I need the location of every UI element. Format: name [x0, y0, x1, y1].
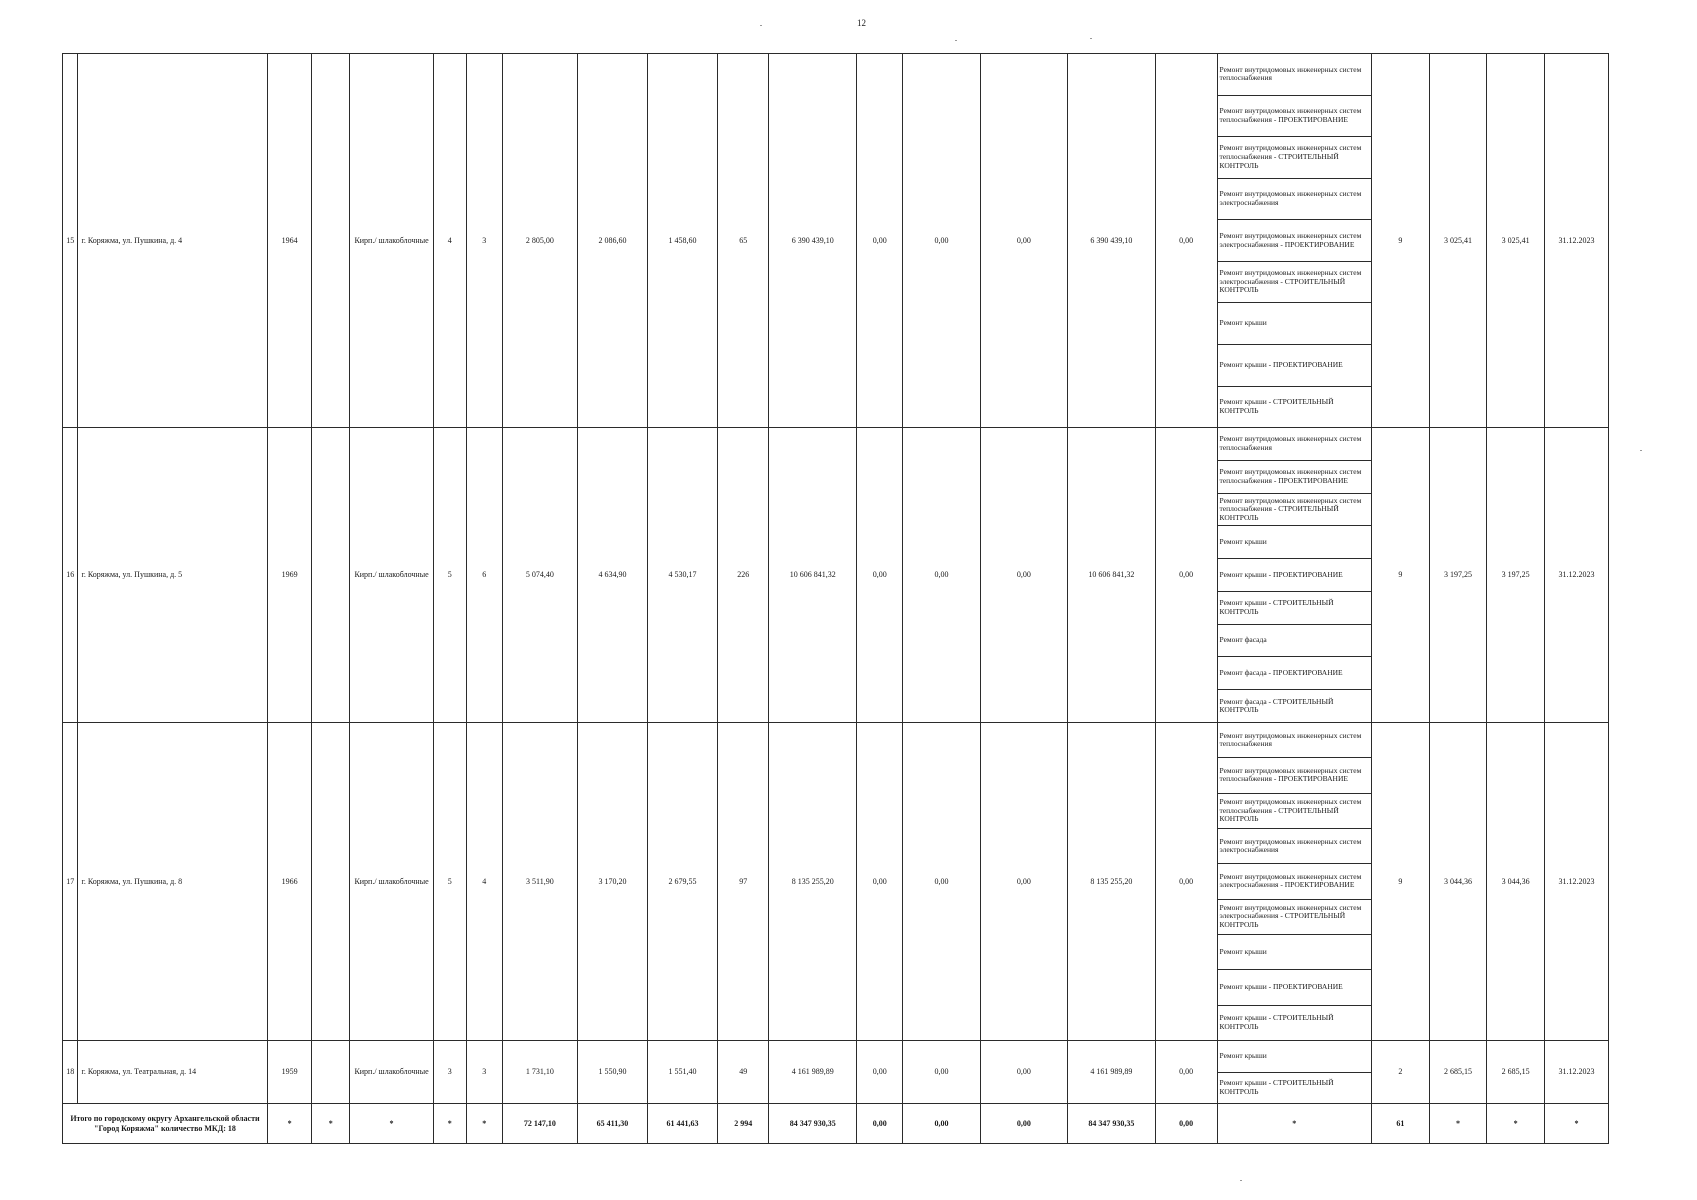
cell-floors: 5 — [433, 428, 466, 723]
cell-wall-material: Кирп./ шлакоблочные — [350, 1041, 433, 1104]
cell-row-number: 15 — [63, 54, 78, 428]
work-item: Ремонт крыши - СТРОИТЕЛЬНЫЙ КОНТРОЛЬ — [1219, 397, 1334, 415]
work-item: Ремонт внутридомовых инженерных систем теплоснабжения - СТРОИТЕЛЬНЫЙ КОНТРОЛЬ — [1218, 137, 1371, 179]
cell-row-number: 17 — [63, 723, 78, 1041]
cell-unit-cost-limit: 3 197,25 — [1487, 428, 1545, 723]
total-total-area: 72 147,10 — [502, 1104, 577, 1144]
cell-entrances: 3 — [466, 54, 502, 428]
total-entrances: * — [466, 1104, 502, 1144]
cell-works-count: 2 — [1371, 1041, 1429, 1104]
work-item: Ремонт внутридомовых инженерных систем теплоснабжения - ПРОЕКТИРОВАНИЕ — [1218, 758, 1371, 793]
cell-fund-owners: 10 606 841,32 — [1068, 428, 1156, 723]
cell-fund-regional: 0,00 — [903, 723, 980, 1041]
cell-residents: 65 — [718, 54, 769, 428]
cell-repair-cost-total: 6 390 439,10 — [769, 54, 857, 428]
total-fund-other: 0,00 — [1155, 1104, 1217, 1144]
cell-year-commission — [312, 428, 350, 723]
cell-fund-local: 0,00 — [980, 54, 1068, 428]
work-item: Ремонт внутридомовых инженерных систем теплоснабжения — [1218, 428, 1371, 461]
total-fund-owners: 84 347 930,35 — [1068, 1104, 1156, 1144]
cell-premises-area: 2 086,60 — [577, 54, 647, 428]
cell-floors: 5 — [433, 723, 466, 1041]
total-year-commission: * — [312, 1104, 350, 1144]
works-list — [1218, 723, 1371, 1040]
cell-wall-material: Кирп./ шлакоблочные — [350, 428, 433, 723]
table-body — [63, 54, 1609, 1144]
cell-entrances: 4 — [466, 723, 502, 1041]
cell-unit-cost-limit: 2 685,15 — [1487, 1041, 1545, 1104]
total-cost-total: 84 347 930,35 — [769, 1104, 857, 1144]
work-item: Ремонт внутридомовых инженерных систем электроснабжения - СТРОИТЕЛЬНЫЙ КОНТРОЛЬ — [1218, 900, 1371, 935]
cell-repair-cost-total: 4 161 989,89 — [769, 1041, 857, 1104]
total-fund-federal: 0,00 — [857, 1104, 903, 1144]
cell-fund-federal: 0,00 — [857, 54, 903, 428]
total-unit-cost: * — [1429, 1104, 1487, 1144]
cell-unit-cost: 3 197,25 — [1429, 428, 1487, 723]
cell-fund-owners: 4 161 989,89 — [1068, 1041, 1156, 1104]
work-item: Ремонт крыши — [1218, 935, 1371, 970]
cell-year-built: 1959 — [267, 1041, 311, 1104]
cell-wall-material: Кирп./ шлакоблочные — [350, 723, 433, 1041]
cell-fund-local: 0,00 — [980, 428, 1068, 723]
total-fund-regional: 0,00 — [903, 1104, 980, 1144]
work-item: Ремонт внутридомовых инженерных систем электроснабжения - СТРОИТЕЛЬНЫЙ КОНТРОЛЬ — [1218, 262, 1371, 304]
cell-fund-federal: 0,00 — [857, 1041, 903, 1104]
work-item: Ремонт фасада — [1218, 625, 1371, 658]
work-item: Ремонт внутридомовых инженерных систем теплоснабжения — [1218, 54, 1371, 96]
cell-premises-area: 3 170,20 — [577, 723, 647, 1041]
cell-fund-federal: 0,00 — [857, 723, 903, 1041]
cell-total-area: 3 511,90 — [502, 723, 577, 1041]
cell-row-number: 16 — [63, 428, 78, 723]
works-list — [1218, 428, 1371, 722]
work-item: Ремонт крыши - СТРОИТЕЛЬНЫЙ КОНТРОЛЬ — [1219, 1013, 1334, 1031]
work-item: Ремонт внутридомовых инженерных систем электроснабжения - ПРОЕКТИРОВАНИЕ — [1218, 864, 1371, 899]
work-item: Ремонт внутридомовых инженерных систем теплоснабжения - ПРОЕКТИРОВАНИЕ — [1218, 96, 1371, 138]
cell-living-area: 1 551,40 — [647, 1041, 717, 1104]
work-item: Ремонт фасада - СТРОИТЕЛЬНЫЙ КОНТРОЛЬ — [1219, 696, 1334, 715]
work-item: Ремонт внутридомовых инженерных систем теплоснабжения - СТРОИТЕЛЬНЫЙ КОНТРОЛЬ — [1218, 794, 1371, 829]
works-list — [1218, 54, 1371, 427]
work-item: Ремонт крыши - ПРОЕКТИРОВАНИЕ — [1218, 559, 1371, 592]
total-walls: * — [350, 1104, 433, 1144]
work-item: Ремонт крыши - ПРОЕКТИРОВАНИЕ — [1218, 345, 1371, 387]
scan-speck — [760, 25, 762, 26]
cell-wall-material: Кирп./ шлакоблочные — [350, 54, 433, 428]
cell-address: г. Коряжма, ул. Театральная, д. 14 — [78, 1041, 268, 1104]
cell-fund-federal: 0,00 — [857, 428, 903, 723]
cell-works-count: 9 — [1371, 723, 1429, 1041]
cell-unit-cost-limit: 3 025,41 — [1487, 54, 1545, 428]
cell-year-commission — [312, 1041, 350, 1104]
cell-works-count: 9 — [1371, 428, 1429, 723]
cell-total-area: 2 805,00 — [502, 54, 577, 428]
cell-entrances: 6 — [466, 428, 502, 723]
total-floors: * — [433, 1104, 466, 1144]
cell-residents: 226 — [718, 428, 769, 723]
housing-repair-table — [62, 53, 1609, 1144]
total-residents: 2 994 — [718, 1104, 769, 1144]
cell-premises-area: 1 550,90 — [577, 1041, 647, 1104]
total-unit-cost-limit: * — [1487, 1104, 1545, 1144]
cell-year-built: 1969 — [267, 428, 311, 723]
cell-living-area: 2 679,55 — [647, 723, 717, 1041]
cell-address: г. Коряжма, ул. Пушкина, д. 8 — [78, 723, 268, 1041]
total-works-count: 61 — [1371, 1104, 1429, 1144]
scan-speck — [1090, 38, 1092, 39]
cell-unit-cost: 3 025,41 — [1429, 54, 1487, 428]
cell-floors: 3 — [433, 1041, 466, 1104]
cell-living-area: 4 530,17 — [647, 428, 717, 723]
cell-unit-cost: 2 685,15 — [1429, 1041, 1487, 1104]
table-row — [63, 428, 1609, 723]
total-area-living: 61 441,63 — [647, 1104, 717, 1144]
work-item: Ремонт крыши - СТРОИТЕЛЬНЫЙ КОНТРОЛЬ — [1218, 592, 1371, 625]
cell-entrances: 3 — [466, 1041, 502, 1104]
cell-premises-area: 4 634,90 — [577, 428, 647, 723]
cell-fund-owners: 8 135 255,20 — [1068, 723, 1156, 1041]
cell-fund-other: 0,00 — [1155, 54, 1217, 428]
cell-year-commission — [312, 723, 350, 1041]
scan-speck — [1640, 450, 1642, 451]
cell-fund-regional: 0,00 — [903, 54, 980, 428]
work-item: Ремонт крыши — [1218, 526, 1371, 559]
work-item: Ремонт внутридомовых инженерных систем электроснабжения — [1218, 829, 1371, 864]
works-cell — [1217, 723, 1371, 1041]
total-deadline: * — [1545, 1104, 1609, 1144]
cell-unit-cost: 3 044,36 — [1429, 723, 1487, 1041]
cell-deadline: 31.12.2023 — [1545, 723, 1609, 1041]
cell-total-area: 1 731,10 — [502, 1041, 577, 1104]
works-cell — [1217, 1041, 1371, 1104]
cell-works-count: 9 — [1371, 54, 1429, 428]
work-item: Ремонт внутридомовых инженерных систем теплоснабжения - СТРОИТЕЛЬНЫЙ КОНТРОЛЬ — [1218, 494, 1371, 527]
cell-year-built: 1964 — [267, 54, 311, 428]
cell-fund-other: 0,00 — [1155, 1041, 1217, 1104]
cell-row-number: 18 — [63, 1041, 78, 1104]
works-list — [1218, 1041, 1371, 1103]
cell-total-area: 5 074,40 — [502, 428, 577, 723]
cell-fund-regional: 0,00 — [903, 1041, 980, 1104]
cell-address: г. Коряжма, ул. Пушкина, д. 4 — [78, 54, 268, 428]
cell-fund-local: 0,00 — [980, 1041, 1068, 1104]
work-item: Ремонт крыши — [1218, 1041, 1371, 1073]
total-label: Итого по городскому округу Архангельской области "Город Коряжма" количество МКД: 18 — [63, 1104, 268, 1144]
cell-living-area: 1 458,60 — [647, 54, 717, 428]
cell-fund-owners: 6 390 439,10 — [1068, 54, 1156, 428]
cell-residents: 49 — [718, 1041, 769, 1104]
cell-repair-cost-total: 8 135 255,20 — [769, 723, 857, 1041]
total-works: * — [1217, 1104, 1371, 1144]
cell-year-built: 1966 — [267, 723, 311, 1041]
cell-fund-other: 0,00 — [1155, 723, 1217, 1041]
cell-fund-local: 0,00 — [980, 723, 1068, 1041]
table-row — [63, 723, 1609, 1041]
work-item: Ремонт крыши - СТРОИТЕЛЬНЫЙ КОНТРОЛЬ — [1219, 1078, 1334, 1096]
cell-fund-other: 0,00 — [1155, 428, 1217, 723]
cell-year-commission — [312, 54, 350, 428]
work-item: Ремонт внутридомовых инженерных систем электроснабжения - ПРОЕКТИРОВАНИЕ — [1218, 220, 1371, 262]
cell-residents: 97 — [718, 723, 769, 1041]
page-number: 12 — [857, 18, 866, 28]
cell-unit-cost-limit: 3 044,36 — [1487, 723, 1545, 1041]
work-item: Ремонт крыши - ПРОЕКТИРОВАНИЕ — [1218, 970, 1371, 1005]
total-row — [63, 1104, 1609, 1144]
scan-speck — [955, 40, 957, 41]
cell-deadline: 31.12.2023 — [1545, 428, 1609, 723]
work-item: Ремонт фасада - ПРОЕКТИРОВАНИЕ — [1218, 657, 1371, 690]
scan-speck — [1240, 1180, 1242, 1181]
cell-deadline: 31.12.2023 — [1545, 54, 1609, 428]
cell-deadline: 31.12.2023 — [1545, 1041, 1609, 1104]
total-area-premises: 65 411,30 — [577, 1104, 647, 1144]
cell-fund-regional: 0,00 — [903, 428, 980, 723]
total-year: * — [267, 1104, 311, 1144]
work-item: Ремонт внутридомовых инженерных систем электроснабжения — [1218, 179, 1371, 221]
works-cell — [1217, 54, 1371, 428]
work-item: Ремонт внутридомовых инженерных систем теплоснабжения - ПРОЕКТИРОВАНИЕ — [1218, 461, 1371, 494]
table-row — [63, 54, 1609, 428]
work-item: Ремонт крыши — [1218, 303, 1371, 345]
cell-floors: 4 — [433, 54, 466, 428]
work-item: Ремонт внутридомовых инженерных систем теплоснабжения — [1218, 723, 1371, 758]
cell-repair-cost-total: 10 606 841,32 — [769, 428, 857, 723]
works-cell — [1217, 428, 1371, 723]
total-fund-local: 0,00 — [980, 1104, 1068, 1144]
table-row — [63, 1041, 1609, 1104]
cell-address: г. Коряжма, ул. Пушкина, д. 5 — [78, 428, 268, 723]
